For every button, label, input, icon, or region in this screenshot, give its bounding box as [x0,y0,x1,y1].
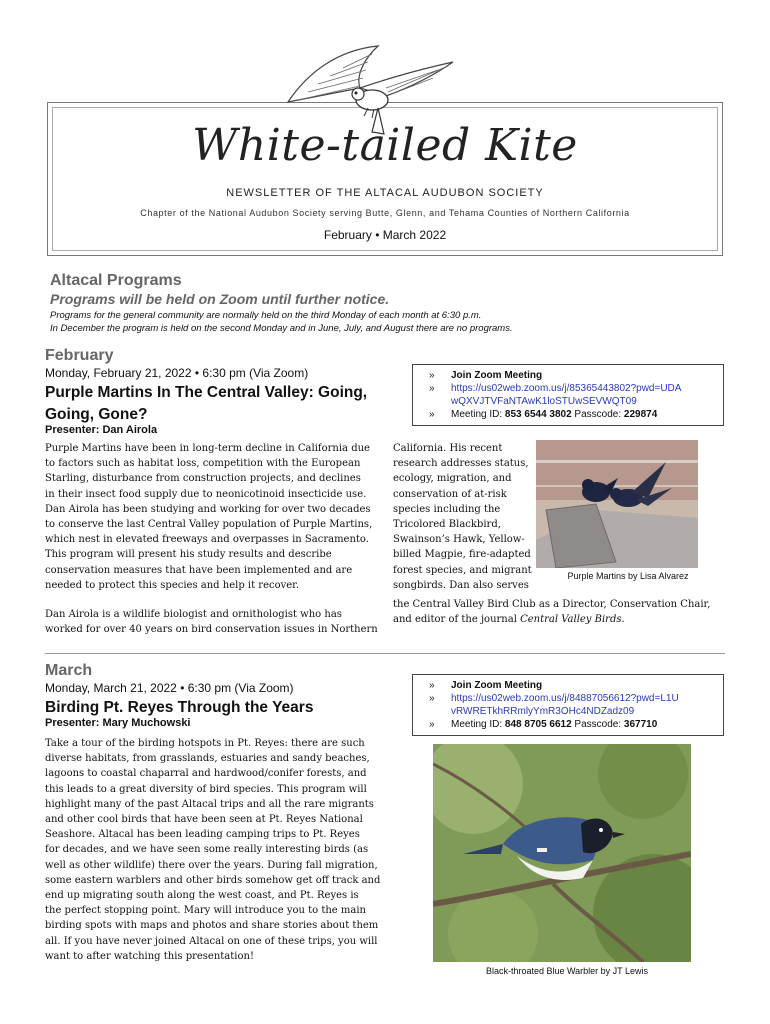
warbler-caption: Black-throated Blue Warbler by JT Lewis [485,966,649,976]
text-line: want to after watching this presentation! [45,950,254,962]
join-zoom-label: Join Zoom Meeting [451,370,543,381]
text-line: birding spots with maps and photos and share stories about them [45,920,379,932]
programs-note [50,309,513,335]
text-line: worked for over 40 years on bird conservation issues in Northern [45,624,378,636]
february-presenter: Presenter: Dan Airola [45,424,158,436]
programs-note-line: Programs for the general community are normally held on the third Monday of each month at 6:30 p.m. [50,310,482,321]
text-line: Swainson’s Hawk, Yellow- [393,534,525,546]
text-line: all. If you have never joined Altacal on one of these trips, you will [45,935,378,947]
february-talk-title [45,382,395,426]
newsletter-subtitle: NEWSLETTER OF THE ALTACAL AUDUBON SOCIETY [226,187,544,199]
text-line: billed Magpie, fire-adapted [393,549,531,561]
text-line: ecology, migration, and [393,473,512,485]
february-datetime: Monday, February 21, 2022 • 6:30 pm (Via Zoom) [45,366,309,380]
zoom-meeting-link[interactable] [451,692,679,718]
february-zoom-box [412,364,724,426]
join-zoom-label: Join Zoom Meeting [451,680,543,691]
zoom-link-row [429,692,715,718]
bullet: » [429,383,435,394]
text-line: California. His recent [393,443,503,454]
text-line: lagoons to coastal chaparral and hardwood/conifer forests, and [45,768,367,780]
bullet: » [429,719,435,730]
text-fragment: and editor of the journal [393,614,521,626]
passcode-label: Passcode: [571,409,624,420]
zoom-link-line[interactable]: wQXVJTVFaNTAwK1loSTUwSEVWQT09 [451,396,637,407]
zoom-id-row [429,408,715,421]
meeting-id-text [451,718,657,731]
text-line: Starling, disturbance from construction projects, and declines [45,473,361,485]
march-datetime: Monday, March 21, 2022 • 6:30 pm (Via Zoom) [45,681,294,695]
newsletter-title: White-tailed Kite [192,120,578,171]
warbler-photo [433,744,691,962]
zoom-link-row [429,382,715,408]
march-zoom-box [412,674,724,736]
zoom-join-row [429,679,715,692]
text-line: this leads to a great diversity of bird species. This program will [45,783,367,795]
meeting-id-text [451,408,657,421]
chapter-line: Chapter of the National Audubon Society serving Butte, Glenn, and Tehama Counties of Northern California [140,208,630,218]
text-fragment: . [621,614,625,626]
zoom-link-line[interactable]: https://us02web.zoom.us/j/85365443802?pwd=UDA [451,383,682,394]
purple-martins-caption: Purple Martins by Lisa Alvarez [567,571,689,581]
text-line: which nest in elevated freeways and overpasses in Sacramento. [45,534,369,546]
text-line: conservation of at-risk [393,488,507,500]
february-bio-end [393,597,723,627]
text-line: Purple Martins have been in long-term decline in California due [45,443,370,454]
text-line: Dan Airola has been studying and working for over two decades [45,503,371,515]
text-line: to conserve the last Central Valley population of Purple Martins, [45,519,373,531]
march-presenter: Presenter: Mary Muchowski [45,717,191,729]
text-line: diverse habitats, from grasslands, estuaries and sandy beaches, [45,753,370,765]
text-line [393,612,723,627]
programs-note-line: In December the program is held on the second Monday and in June, July, and August there are no programs. [50,323,513,334]
text-line: and other cool birds that have been seen at Pt. Reyes National [45,814,363,826]
text-line: Tricolored Blackbird, [393,519,501,531]
text-line: some eastern warblers and other birds somehow get off track and [45,874,381,886]
march-description [45,736,390,964]
talk-title-line: Going, Gone? [45,406,148,423]
passcode: 229874 [623,409,658,420]
text-line: Take a tour of the birding hotspots in Pt. Reyes: there are such [45,738,365,749]
text-line: the perfect stopping point. Mary will introduce you to the main [45,905,366,917]
bullet: » [429,693,435,704]
february-description [45,441,390,593]
text-line: species including the [393,503,501,515]
section-divider [45,653,725,654]
bullet: » [429,409,435,420]
february-heading: February [45,347,114,364]
meeting-id: 848 8705 6612 [504,719,572,730]
text-line: This program will present his study results and describe [45,549,332,561]
march-heading: March [45,662,93,679]
text-line: needed to protect this species and help it recover. [45,579,300,591]
text-line: in their insect food supply due to neonicotinoid insecticide use. [45,488,367,500]
march-talk-title: Birding Pt. Reyes Through the Years [45,699,314,716]
zoom-meeting-link[interactable] [451,382,681,408]
bullet: » [429,680,435,691]
bullet: » [429,370,435,381]
passcode: 367710 [623,719,658,730]
passcode-label: Passcode: [571,719,624,730]
text-line: conservation measures that have been implemented and are [45,564,353,576]
zoom-id-row [429,718,715,731]
meeting-id-label: Meeting ID: [451,409,505,420]
february-bio-continued [393,441,543,593]
text-line: forest species, and migrant [393,564,532,576]
text-line: to factors such as habitat loss, competition with the European [45,458,361,470]
text-line: highlight many of the past Altacal trips and all the rare migrants [45,798,374,810]
text-line: well as other wildlife) there over the years. During fall migration, [45,859,378,871]
meeting-id-label: Meeting ID: [451,719,505,730]
text-line: Dan Airola is a wildlife biologist and ornithologist who has [45,609,342,620]
talk-title-line: Purple Martins In The Central Valley: Going, [45,384,368,401]
issue-date: February • March 2022 [323,228,447,242]
meeting-id: 853 6544 3802 [504,409,572,420]
text-line: research addresses status, [393,458,529,470]
zoom-link-line[interactable]: vRWRETkhRRmlyYmR3OHc4NDZadz09 [451,706,635,717]
programs-subheading: Programs will be held on Zoom until further notice. [50,291,390,307]
february-bio [45,607,390,637]
zoom-link-line[interactable]: https://us02web.zoom.us/j/84887056612?pwd=L1U [451,693,679,704]
text-line: songbirds. Dan also serves [393,579,529,591]
text-line: end up migrating south along the west coast, and Pt. Reyes is [45,890,359,902]
journal-title: Central Valley Birds [520,614,622,626]
zoom-join-row [429,369,715,382]
text-line: the Central Valley Bird Club as a Director, Conservation Chair, [393,599,711,610]
text-line: for decades, and we have seen some really interesting birds (as [45,844,369,856]
purple-martins-photo [536,440,698,568]
programs-heading: Altacal Programs [50,272,182,289]
text-line: Seashore. Altacal has been leading camping trips to Pt. Reyes [45,829,360,841]
